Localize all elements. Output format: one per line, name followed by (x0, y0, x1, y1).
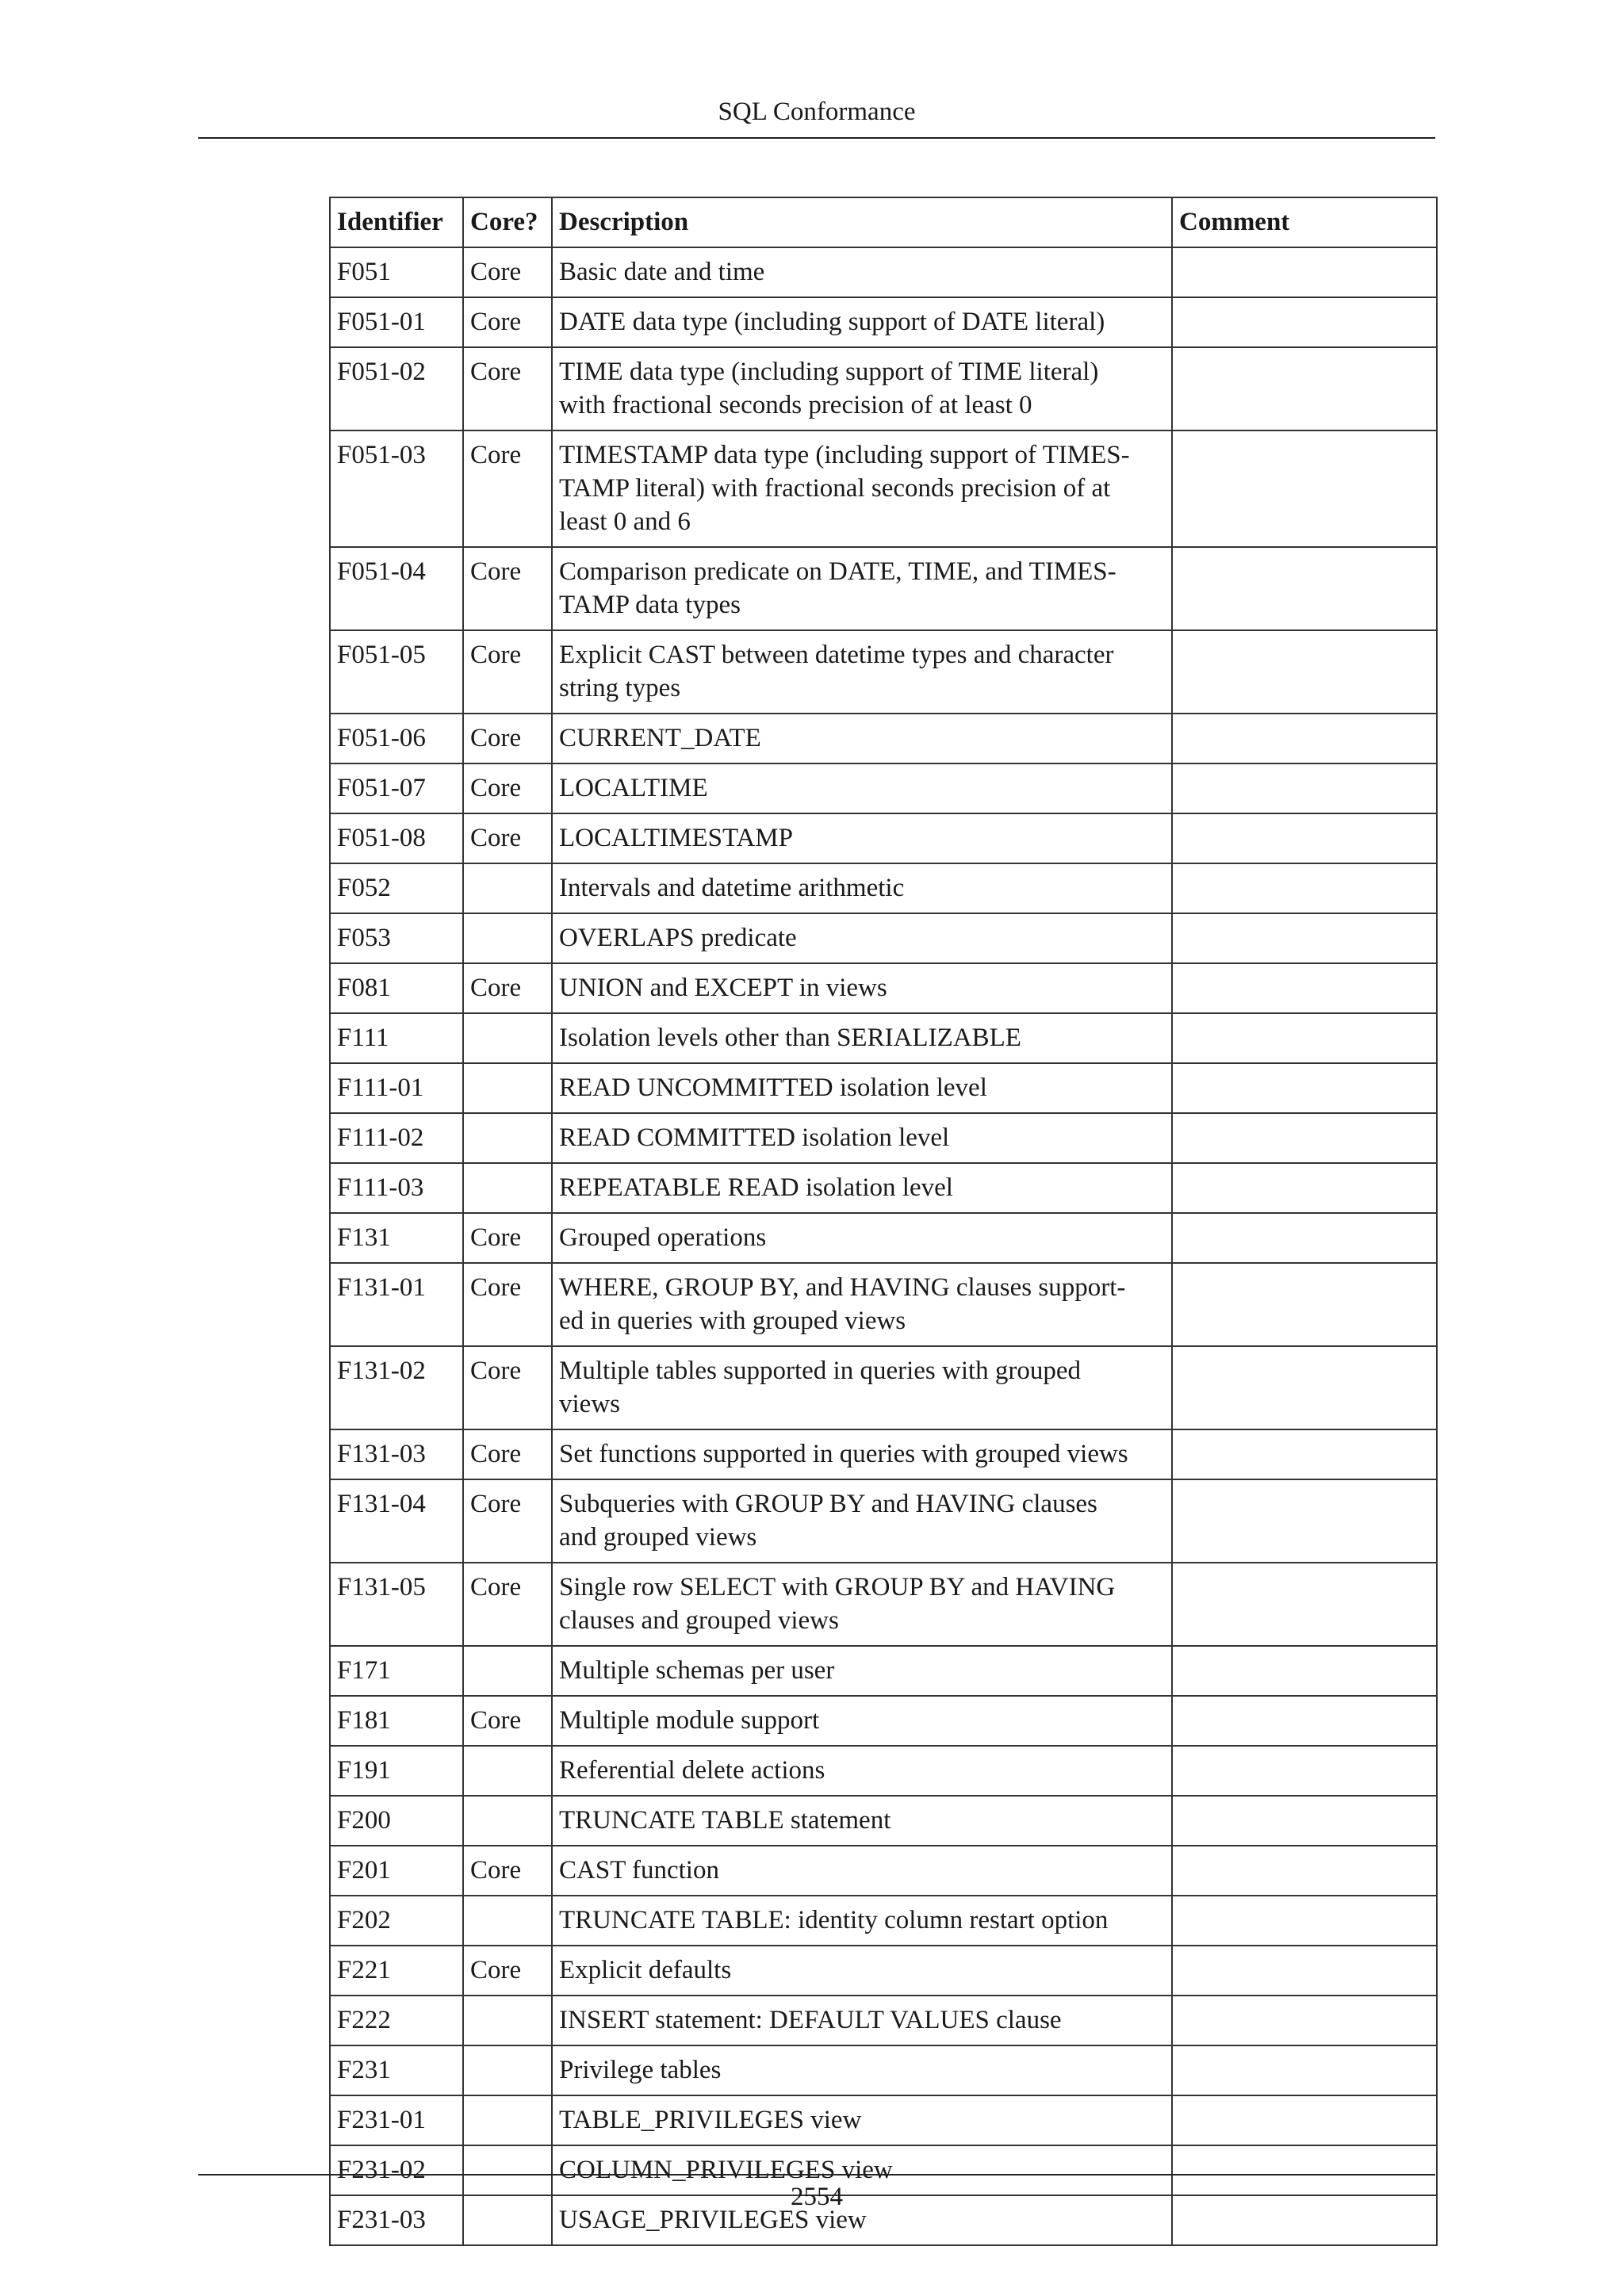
comment-cell (1172, 1846, 1437, 1896)
identifier-cell: F131-03 (330, 1429, 463, 1479)
comment-cell (1172, 1113, 1437, 1163)
comment-cell (1172, 347, 1437, 430)
core-cell: Core (463, 630, 552, 714)
table-row (330, 863, 1437, 913)
comment-cell (1172, 247, 1437, 297)
table-row (330, 547, 1437, 630)
comment-cell (1172, 1796, 1437, 1846)
page-number: 2554 (791, 2183, 843, 2211)
identifier-cell: F131-05 (330, 1563, 463, 1646)
comment-cell (1172, 1946, 1437, 1996)
core-cell: Core (463, 1429, 552, 1479)
identifier-cell: F053 (330, 913, 463, 963)
comment-cell (1172, 1346, 1437, 1429)
table-row (330, 1346, 1437, 1429)
comment-cell (1172, 1996, 1437, 2045)
core-cell: Core (463, 297, 552, 347)
table-row (330, 1429, 1437, 1479)
description-cell: Set functions supported in queries with grouped views (552, 1429, 1172, 1479)
description-cell: Referential delete actions (552, 1746, 1172, 1796)
table-row (330, 963, 1437, 1013)
description-cell: UNION and EXCEPT in views (552, 963, 1172, 1013)
comment-cell (1172, 430, 1437, 547)
comment-cell (1172, 1746, 1437, 1796)
identifier-cell: F051-02 (330, 347, 463, 430)
table-row (330, 1646, 1437, 1696)
core-cell (463, 2045, 552, 2095)
table-row (330, 247, 1437, 297)
description-cell: Intervals and datetime arithmetic (552, 863, 1172, 913)
core-cell: Core (463, 1213, 552, 1263)
description-cell: INSERT statement: DEFAULT VALUES clause (552, 1996, 1172, 2045)
comment-cell (1172, 1213, 1437, 1263)
identifier-cell: F051-07 (330, 763, 463, 813)
identifier-cell: F221 (330, 1946, 463, 1996)
comment-cell (1172, 297, 1437, 347)
description-cell: Multiple module support (552, 1696, 1172, 1746)
identifier-cell: F181 (330, 1696, 463, 1746)
table-row (330, 1696, 1437, 1746)
description-cell: OVERLAPS predicate (552, 913, 1172, 963)
comment-cell (1172, 714, 1437, 763)
table-row (330, 1063, 1437, 1113)
description-cell: Single row SELECT with GROUP BY and HAVING clauses and grouped views (552, 1563, 1172, 1646)
comment-cell (1172, 863, 1437, 913)
comment-cell (1172, 1696, 1437, 1746)
description-cell: TRUNCATE TABLE: identity column restart option (552, 1896, 1172, 1946)
description-cell: TIMESTAMP data type (including support of TIMES- TAMP literal) with fractional seconds precision of at least 0 and 6 (552, 430, 1172, 547)
identifier-cell: F051-08 (330, 813, 463, 863)
identifier-cell: F081 (330, 963, 463, 1013)
description-cell: LOCALTIME (552, 763, 1172, 813)
table-row (330, 430, 1437, 547)
table-row (330, 1263, 1437, 1346)
table-row (330, 813, 1437, 863)
table-row (330, 2045, 1437, 2095)
identifier-cell: F222 (330, 1996, 463, 2045)
table-row (330, 1796, 1437, 1846)
description-cell: REPEATABLE READ isolation level (552, 1163, 1172, 1213)
identifier-cell: F171 (330, 1646, 463, 1696)
core-cell (463, 1163, 552, 1213)
table-row (330, 1479, 1437, 1563)
comment-cell (1172, 1646, 1437, 1696)
table-row (330, 297, 1437, 347)
core-cell (463, 913, 552, 963)
description-cell: Explicit CAST between datetime types and character string types (552, 630, 1172, 714)
table-row (330, 1013, 1437, 1063)
identifier-cell: F051 (330, 247, 463, 297)
core-cell: Core (463, 963, 552, 1013)
comment-cell (1172, 547, 1437, 630)
identifier-cell: F111 (330, 1013, 463, 1063)
identifier-cell: F131-01 (330, 1263, 463, 1346)
header-rule (198, 137, 1435, 139)
header-identifier: Identifier (330, 197, 463, 247)
core-cell: Core (463, 547, 552, 630)
table-row (330, 1563, 1437, 1646)
table-row (330, 1996, 1437, 2045)
comment-cell (1172, 1013, 1437, 1063)
identifier-cell: F131-04 (330, 1479, 463, 1563)
description-cell: DATE data type (including support of DATE literal) (552, 297, 1172, 347)
comment-cell (1172, 1163, 1437, 1213)
identifier-cell: F111-03 (330, 1163, 463, 1213)
table-row (330, 1746, 1437, 1796)
conformance-table (329, 197, 1438, 2246)
table-body (330, 247, 1437, 2245)
core-cell (463, 1896, 552, 1946)
header-core: Core? (463, 197, 552, 247)
description-cell: READ UNCOMMITTED isolation level (552, 1063, 1172, 1113)
description-cell: LOCALTIMESTAMP (552, 813, 1172, 863)
comment-cell (1172, 1563, 1437, 1646)
core-cell: Core (463, 1346, 552, 1429)
identifier-cell: F111-02 (330, 1113, 463, 1163)
description-cell: Subqueries with GROUP BY and HAVING clauses and grouped views (552, 1479, 1172, 1563)
table-row (330, 1846, 1437, 1896)
description-cell: Grouped operations (552, 1213, 1172, 1263)
core-cell (463, 1646, 552, 1696)
comment-cell (1172, 1479, 1437, 1563)
table-row (330, 347, 1437, 430)
comment-cell (1172, 1896, 1437, 1946)
identifier-cell: F200 (330, 1796, 463, 1846)
identifier-cell: F052 (330, 863, 463, 913)
description-cell: COLUMN_PRIVILEGES view (552, 2145, 1172, 2195)
core-cell: Core (463, 714, 552, 763)
description-cell: TRUNCATE TABLE statement (552, 1796, 1172, 1846)
comment-cell (1172, 2045, 1437, 2095)
comment-cell (1172, 813, 1437, 863)
identifier-cell: F051-01 (330, 297, 463, 347)
core-cell (463, 1746, 552, 1796)
core-cell: Core (463, 1946, 552, 1996)
header-description: Description (552, 197, 1172, 247)
table-row (330, 763, 1437, 813)
description-cell: WHERE, GROUP BY, and HAVING clauses support- ed in queries with grouped views (552, 1263, 1172, 1346)
core-cell: Core (463, 813, 552, 863)
core-cell (463, 1063, 552, 1113)
comment-cell (1172, 2095, 1437, 2145)
core-cell: Core (463, 247, 552, 297)
table-row (330, 714, 1437, 763)
core-cell: Core (463, 1563, 552, 1646)
identifier-cell: F202 (330, 1896, 463, 1946)
core-cell: Core (463, 347, 552, 430)
description-cell: TIME data type (including support of TIME literal) with fractional seconds precision of at least 0 (552, 347, 1172, 430)
core-cell (463, 1796, 552, 1846)
core-cell (463, 863, 552, 913)
identifier-cell: F231-03 (330, 2195, 463, 2245)
identifier-cell: F111-01 (330, 1063, 463, 1113)
comment-cell (1172, 963, 1437, 1013)
identifier-cell: F201 (330, 1846, 463, 1896)
description-cell: Multiple tables supported in queries with grouped views (552, 1346, 1172, 1429)
comment-cell (1172, 630, 1437, 714)
description-cell: TABLE_PRIVILEGES view (552, 2095, 1172, 2145)
description-cell: Basic date and time (552, 247, 1172, 297)
core-cell (463, 1113, 552, 1163)
identifier-cell: F231-02 (330, 2145, 463, 2195)
description-cell: CURRENT_DATE (552, 714, 1172, 763)
comment-cell (1172, 913, 1437, 963)
table-row (330, 1896, 1437, 1946)
table-row (330, 1213, 1437, 1263)
identifier-cell: F131 (330, 1213, 463, 1263)
core-cell: Core (463, 1479, 552, 1563)
identifier-cell: F051-04 (330, 547, 463, 630)
description-cell: Privilege tables (552, 2045, 1172, 2095)
core-cell: Core (463, 763, 552, 813)
identifier-cell: F191 (330, 1746, 463, 1796)
core-cell: Core (463, 1696, 552, 1746)
header-comment: Comment (1172, 197, 1437, 247)
core-cell: Core (463, 1846, 552, 1896)
core-cell (463, 2095, 552, 2145)
core-cell: Core (463, 430, 552, 547)
table-row (330, 1163, 1437, 1213)
table-row (330, 630, 1437, 714)
identifier-cell: F231-01 (330, 2095, 463, 2145)
description-cell: Explicit defaults (552, 1946, 1172, 1996)
comment-cell (1172, 1263, 1437, 1346)
description-cell: READ COMMITTED isolation level (552, 1113, 1172, 1163)
description-cell: Comparison predicate on DATE, TIME, and TIMES- TAMP data types (552, 547, 1172, 630)
description-cell: Isolation levels other than SERIALIZABLE (552, 1013, 1172, 1063)
description-cell: USAGE_PRIVILEGES view (552, 2195, 1172, 2245)
description-cell: CAST function (552, 1846, 1172, 1896)
running-header: SQL Conformance (718, 98, 916, 126)
identifier-cell: F051-05 (330, 630, 463, 714)
table-row (330, 913, 1437, 963)
footer-rule (198, 2174, 1435, 2175)
table-row (330, 2095, 1437, 2145)
identifier-cell: F231 (330, 2045, 463, 2095)
comment-cell (1172, 1063, 1437, 1113)
core-cell (463, 1013, 552, 1063)
core-cell: Core (463, 1263, 552, 1346)
description-cell: Multiple schemas per user (552, 1646, 1172, 1696)
table-row (330, 1946, 1437, 1996)
identifier-cell: F051-06 (330, 714, 463, 763)
comment-cell (1172, 1429, 1437, 1479)
table-row (330, 1113, 1437, 1163)
identifier-cell: F051-03 (330, 430, 463, 547)
comment-cell (1172, 763, 1437, 813)
table-header-row (330, 197, 1437, 247)
core-cell (463, 1996, 552, 2045)
identifier-cell: F131-02 (330, 1346, 463, 1429)
